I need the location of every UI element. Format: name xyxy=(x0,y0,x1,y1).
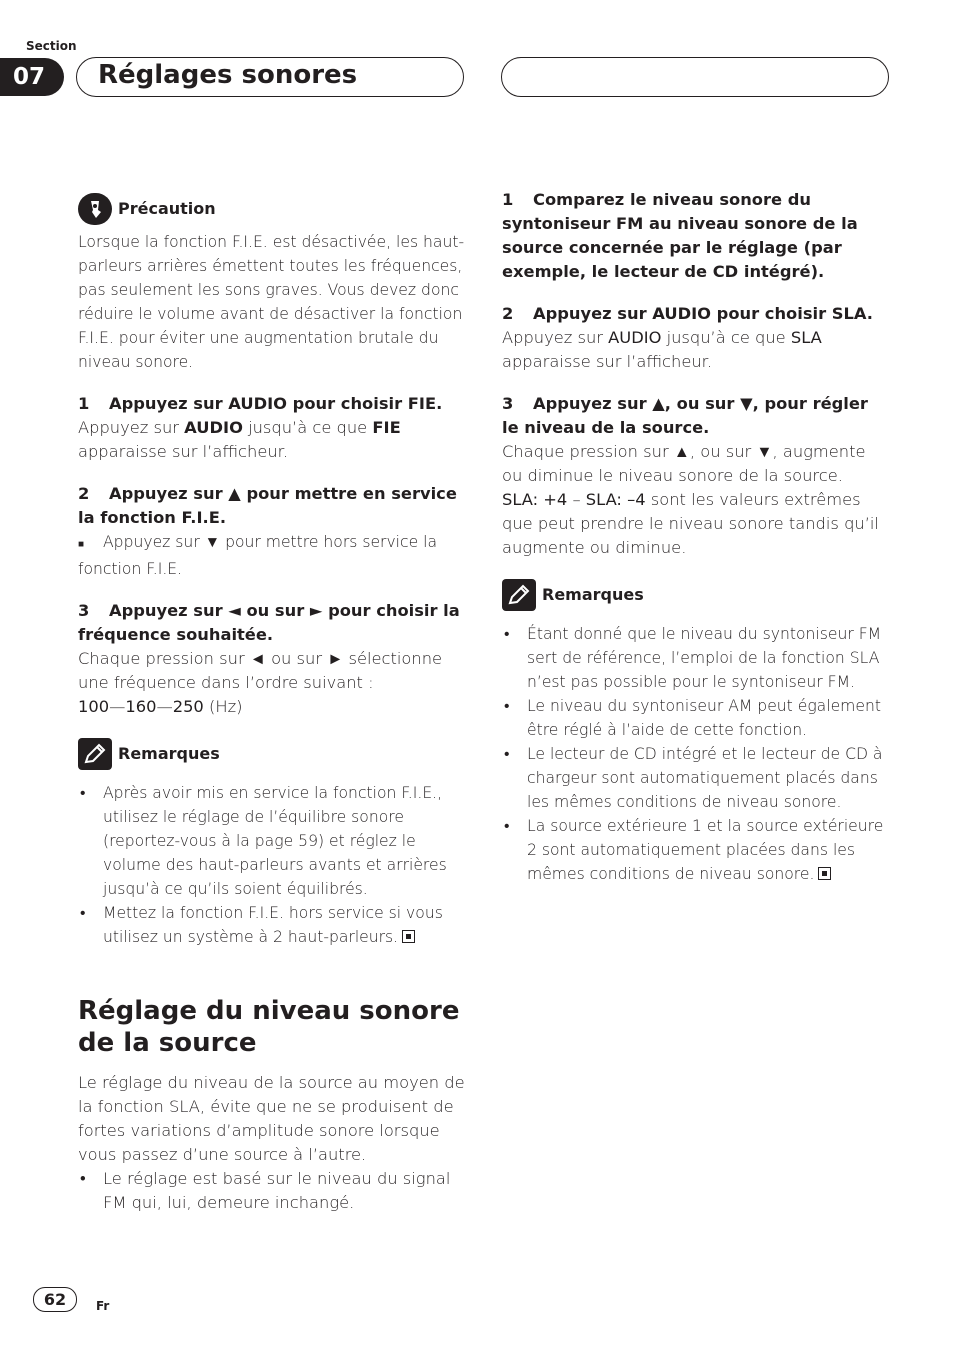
page-number: 62 xyxy=(33,1287,77,1312)
list-item: • Après avoir mis en service la fonction F.I.E., utilisez le réglage de l’équilibre sonore (reportez-vous à la page 59) et réglez le volume des haut-parleurs avants et arrières jusqu’à ce qu’ils soient équilibrés. xyxy=(78,781,466,901)
list-item: • Le niveau du syntoniseur AM peut également être réglé à l’aide de cette fonction. xyxy=(502,694,890,742)
sla-range-text: SLA: +4 – SLA: –4 sont les valeurs extrêmes que peut prendre le niveau sonore tandis qu’il augmente ou diminue. xyxy=(502,490,879,557)
warning-hand-icon xyxy=(78,193,112,225)
frequency-sequence: 100—160—250 (Hz) xyxy=(78,697,243,716)
section2-list xyxy=(78,1167,466,1215)
list-item: • Mettez la fonction F.I.E. hors service si vous utilisez un système à 2 haut-parleurs. xyxy=(78,901,466,949)
left-remarques-header xyxy=(78,737,466,771)
right-remarques-list xyxy=(502,622,890,886)
right-step1-title: 1 Comparez le niveau sonore du syntoniseur FM au niveau sonore de la source concernée par le réglage (par exemple, le lecteur de CD intégré). xyxy=(502,190,858,281)
left-remarques-list xyxy=(78,781,466,949)
section2-heading: Réglage du niveau sonore de la source xyxy=(78,996,460,1058)
right-step2-body: Appuyez sur AUDIO jusqu’à ce que SLA apparaisse sur l’afficheur. xyxy=(502,328,822,371)
right-step2-title: 2 Appuyez sur AUDIO pour choisir SLA. xyxy=(502,304,873,323)
right-step3-title: 3 Appuyez sur ▲, ou sur ▼, pour régler le niveau de la source. xyxy=(502,394,868,437)
language-code: Fr xyxy=(96,1299,110,1313)
left-step3-title: 3 Appuyez sur ◄ ou sur ► pour choisir la fréquence souhaitée. xyxy=(78,601,460,644)
list-item: • Le réglage est basé sur le niveau du signal FM qui, lui, demeure inchangé. xyxy=(78,1167,466,1215)
page-title: Réglages sonores xyxy=(98,60,358,90)
left-step1-body: Appuyez sur AUDIO jusqu’à ce que FIE apparaisse sur l’afficheur. xyxy=(78,418,401,461)
list-item: • Le lecteur de CD intégré et le lecteur de CD à chargeur sont automatiquement placés dans les mêmes conditions de niveau sonore. xyxy=(502,742,890,814)
precaution-header xyxy=(78,192,466,226)
left-step2-sub: ■ Appuyez sur ▼ pour mettre hors service la fonction F.I.E. xyxy=(78,533,438,578)
section-number-badge: 07 xyxy=(0,58,64,96)
right-remarques-heading: Remarques xyxy=(542,585,644,604)
pencil-note-icon xyxy=(78,738,112,770)
right-step3-body: Chaque pression sur ▲, ou sur ▼, augmente ou diminue le niveau sonore de la source. xyxy=(502,442,866,485)
precaution-heading: Précaution xyxy=(118,199,216,218)
precaution-text: Lorsque la fonction F.I.E. est désactivée, les haut-parleurs arrières émettent toutes les fréquences, pas seulement les sons graves. Vous devez donc réduire le volume avant de désactiver la fonction F.I.E. pour éviter une augmentation brutale du niveau sonore. xyxy=(78,233,465,371)
end-square-icon xyxy=(818,867,831,880)
section2-intro: Le réglage du niveau de la source au moyen de la fonction SLA, évite que ne se produisent de fortes variations d’amplitude sonore lorsque vous passez d’une source à l’autre. xyxy=(78,1073,465,1164)
empty-header-frame xyxy=(501,57,889,97)
left-step3-body: Chaque pression sur ◄ ou sur ► sélectionne une fréquence dans l’ordre suivant : xyxy=(78,649,443,692)
left-column xyxy=(78,192,466,1215)
right-remarques-header xyxy=(502,578,890,612)
list-item: • Étant donné que le niveau du syntoniseur FM sert de référence, l’emploi de la fonction SLA n’est pas possible pour le syntoniseur FM. xyxy=(502,622,890,694)
left-step2-title: 2 Appuyez sur ▲ pour mettre en service la fonction F.I.E. xyxy=(78,484,457,527)
pencil-note-icon xyxy=(502,579,536,611)
right-column xyxy=(502,188,890,886)
end-square-icon xyxy=(402,930,415,943)
left-remarques-heading: Remarques xyxy=(118,744,220,763)
section-label: Section xyxy=(26,39,77,53)
list-item: • La source extérieure 1 et la source extérieure 2 sont automatiquement placées dans les mêmes conditions de niveau sonore. xyxy=(502,814,890,886)
left-step1-title: 1 Appuyez sur AUDIO pour choisir FIE. xyxy=(78,394,443,413)
